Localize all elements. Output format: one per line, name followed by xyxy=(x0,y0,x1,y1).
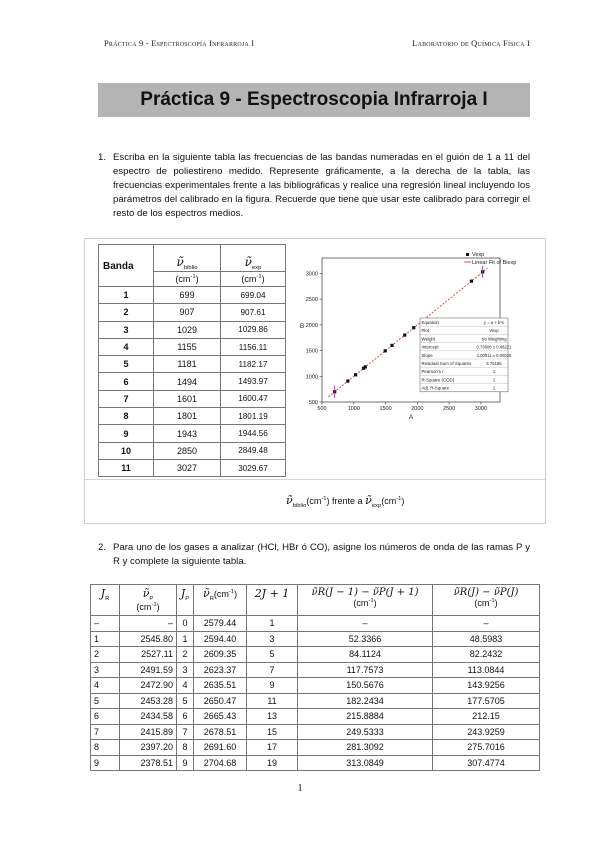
question-1 xyxy=(98,151,530,221)
cell-exp: 1182.17 xyxy=(221,356,286,373)
cell-2j-plus-1: 9 xyxy=(247,678,298,694)
header-exp: $\nũ_{exp}$ xyxy=(221,245,286,272)
cell-band: 11 xyxy=(99,459,154,476)
x-axis-label: A xyxy=(408,414,414,421)
legend-marker-points xyxy=(466,253,469,256)
cell-diff-1: 249.5333 xyxy=(298,724,433,740)
fit-table-value: 0.73006 ± 0.48221 xyxy=(476,344,512,350)
fit-table-label: Equation xyxy=(421,320,439,325)
calibration-row xyxy=(99,442,286,459)
cell-diff-2: 243.9259 xyxy=(433,724,540,740)
legend-label-fit: Linear Fit of Biexp xyxy=(472,260,517,266)
fit-table-value: Vexp xyxy=(489,328,499,334)
calibration-row xyxy=(99,425,286,442)
cell-nu-p: 2472.90 xyxy=(120,678,177,694)
cell-jp: 5 xyxy=(91,693,120,709)
running-header-right: Laboratorio de Química Física I xyxy=(412,38,530,48)
header-jp: $J_R$ xyxy=(91,585,120,616)
calibration-row xyxy=(99,356,286,373)
cell-jr: 9 xyxy=(177,755,194,771)
header-jr: $J_P$ xyxy=(177,585,194,616)
unit-exp: $(cm^{-1})$ xyxy=(221,272,286,287)
cell-nu-r: 2650.47 xyxy=(194,693,247,709)
fit-table-label: Adj. R-Square xyxy=(421,385,450,391)
calibration-table-header xyxy=(99,245,286,272)
y-tick-label: 2500 xyxy=(305,297,318,304)
cell-2j-plus-1: 1 xyxy=(247,616,298,632)
rotational-row xyxy=(91,709,540,725)
fit-table-label: Slope xyxy=(421,352,433,358)
rotational-row xyxy=(91,740,540,756)
cell-jr: 5 xyxy=(177,693,194,709)
cell-band: 3 xyxy=(99,321,154,338)
question-2 xyxy=(98,541,530,569)
cell-jr: 6 xyxy=(177,709,194,725)
header-diff-2: ν̃R(J) − ν̃P(J) $(cm^{-1})$ xyxy=(433,585,540,616)
cell-exp: 1801.19 xyxy=(221,408,286,425)
y-tick-label: 1500 xyxy=(305,348,318,355)
cell-diff-1: 84.1124 xyxy=(298,647,433,663)
cell-nu-r: 2579.44 xyxy=(194,616,247,632)
unit-biblio: $(cm^{-1})$ xyxy=(154,272,221,287)
cell-biblio: 2850 xyxy=(154,442,221,459)
cell-2j-plus-1: 11 xyxy=(247,693,298,709)
cell-diff-1: 52.3366 xyxy=(298,631,433,647)
cell-biblio: 907 xyxy=(154,304,221,321)
calibration-row xyxy=(99,390,286,407)
cell-jp: 8 xyxy=(91,740,120,756)
caption-symbol-2: ν̃ xyxy=(365,494,372,507)
cell-diff-2: 143.9256 xyxy=(433,678,540,694)
calibration-row xyxy=(99,408,286,425)
cell-nu-p: 2545.80 xyxy=(120,631,177,647)
question-1-text: Escriba en la siguiente tabla las frecuencias de las bandas numeradas en el guión de 1 a 11 del espectro de poliestireno medido. Represente gráficamente, a la derecha de la tabla, las frecuencias experimentales frente a las bibliográficas y realice una regresión lineal incluyendo los parámetros del calibrado en la figura. Recuerde que tiene que usar este calibrado para corregir el resto de los espectros medios. xyxy=(113,152,530,219)
cell-jp: 2 xyxy=(91,647,120,663)
cell-biblio: 699 xyxy=(154,287,221,304)
cell-nu-r: 2594.40 xyxy=(194,631,247,647)
y-tick-label: 3000 xyxy=(305,271,318,278)
data-point xyxy=(390,344,393,347)
figure-divider xyxy=(85,479,545,480)
y-tick-label: 1000 xyxy=(305,374,318,381)
cell-nu-r: 2665.43 xyxy=(194,709,247,725)
cell-exp: 699.04 xyxy=(221,287,286,304)
cell-2j-plus-1: 5 xyxy=(247,647,298,663)
cell-biblio: 1801 xyxy=(154,408,221,425)
x-tick-label: 500 xyxy=(317,406,327,412)
cell-biblio: 1494 xyxy=(154,373,221,390)
cell-nu-p: 2378.51 xyxy=(120,755,177,771)
cell-exp: 1493.97 xyxy=(221,373,286,390)
cell-jr: 2 xyxy=(177,647,194,663)
cell-diff-2: 307.4774 xyxy=(433,755,540,771)
calibration-row xyxy=(99,338,286,355)
y-axis-label: B xyxy=(299,323,305,330)
x-tick-label: 1000 xyxy=(347,406,360,412)
fit-table-value: 1.00011 ± 0.00026 xyxy=(476,352,512,358)
data-point xyxy=(346,379,349,382)
cell-diff-1: 150.5676 xyxy=(298,678,433,694)
rotational-row xyxy=(91,616,540,632)
cell-biblio: 1601 xyxy=(154,390,221,407)
cell-diff-1: 117.7573 xyxy=(298,662,433,678)
question-2-text: Para uno de los gases a analizar (HCl, HBr ó CO), asigne los números de onda de las ramas P y R y complete la siguiente tabla. xyxy=(113,542,530,567)
cell-exp: 1944.56 xyxy=(221,425,286,442)
cell-nu-p: 2434.58 xyxy=(120,709,177,725)
cell-nu-p: 2527.11 xyxy=(120,647,177,663)
header-biblio: $\nũ_{biblio}$ xyxy=(154,245,221,272)
cell-diff-1: 281.3092 xyxy=(298,740,433,756)
calibration-row xyxy=(99,304,286,321)
cell-band: 2 xyxy=(99,304,154,321)
cell-jr: 1 xyxy=(177,631,194,647)
rotational-row xyxy=(91,662,540,678)
cell-nu-p: 2491.59 xyxy=(120,662,177,678)
cell-biblio: 3027 xyxy=(154,459,221,476)
cell-jp: 3 xyxy=(91,662,120,678)
y-tick-label: 2000 xyxy=(305,322,318,329)
cell-exp: 907.61 xyxy=(221,304,286,321)
cell-jr: 8 xyxy=(177,740,194,756)
data-point xyxy=(354,373,357,376)
fit-table-label: Residual Sum of Squares xyxy=(421,361,472,366)
cell-nu-p: – xyxy=(120,616,177,632)
header-nu-r: $\nũ_R(cm^{-1})$ xyxy=(194,585,247,616)
running-header-left: Práctica 9 - Espectroscopía Infrarroja I xyxy=(104,38,255,48)
cell-nu-r: 2704.68 xyxy=(194,755,247,771)
calibration-row xyxy=(99,373,286,390)
cell-diff-2: 82.2432 xyxy=(433,647,540,663)
cell-band: 6 xyxy=(99,373,154,390)
cell-jp: 4 xyxy=(91,678,120,694)
rotational-row xyxy=(91,678,540,694)
caption-symbol-1: ν̃ xyxy=(286,494,293,507)
cell-diff-2: 177.5705 xyxy=(433,693,540,709)
cell-band: 4 xyxy=(99,338,154,355)
cell-exp: 1029.86 xyxy=(221,321,286,338)
calibration-chart xyxy=(296,246,546,424)
cell-jr: 7 xyxy=(177,724,194,740)
cell-diff-1: 215.8884 xyxy=(298,709,433,725)
data-point xyxy=(470,280,473,283)
cell-biblio: 1029 xyxy=(154,321,221,338)
rotational-row xyxy=(91,693,540,709)
fit-table-value: y = a + b*x xyxy=(483,320,505,325)
cell-band: 5 xyxy=(99,356,154,373)
cell-biblio: 1155 xyxy=(154,338,221,355)
page-title-band xyxy=(98,83,530,117)
header-nu-p: $\nũ_P$ $(cm^{-1})$ xyxy=(120,585,177,616)
cell-nu-r: 2678.51 xyxy=(194,724,247,740)
data-point xyxy=(384,349,387,352)
cell-2j-plus-1: 7 xyxy=(247,662,298,678)
fit-table-label: Weight xyxy=(421,336,436,342)
question-1-number: 1. xyxy=(98,152,107,163)
rotational-row xyxy=(91,755,540,771)
cell-jp: 7 xyxy=(91,724,120,740)
fit-table-label: Intercept xyxy=(421,344,439,350)
cell-nu-p: 2415.89 xyxy=(120,724,177,740)
rotational-row xyxy=(91,647,540,663)
cell-diff-2: 48.5983 xyxy=(433,631,540,647)
cell-diff-2: 275.7016 xyxy=(433,740,540,756)
fit-table-label: Plot xyxy=(421,328,430,334)
cell-nu-r: 2609.35 xyxy=(194,647,247,663)
cell-jr: 4 xyxy=(177,678,194,694)
x-tick-label: 2500 xyxy=(443,406,456,412)
fit-table-value: No Weighting xyxy=(481,336,507,342)
cell-biblio: 1943 xyxy=(154,425,221,442)
calibration-row xyxy=(99,459,286,476)
cell-jp: 6 xyxy=(91,709,120,725)
cell-jp: – xyxy=(91,616,120,632)
cell-nu-r: 2635.51 xyxy=(194,678,247,694)
fit-table-value: 5.76195 xyxy=(486,361,502,366)
cell-band: 8 xyxy=(99,408,154,425)
cell-2j-plus-1: 3 xyxy=(247,631,298,647)
cell-biblio: 1181 xyxy=(154,356,221,373)
cell-2j-plus-1: 15 xyxy=(247,724,298,740)
figure-caption: $\nũ_{biblio}(cm^{-1})$ frente a $\nũ_{exp}(cm^{-1})$ xyxy=(286,494,405,509)
cell-jr: 0 xyxy=(177,616,194,632)
page-title: Práctica 9 - Espectroscopia Infrarroja I xyxy=(140,89,488,110)
data-point xyxy=(364,365,367,368)
fit-table-value: 1 xyxy=(492,369,496,375)
x-tick-label: 3000 xyxy=(474,406,488,412)
y-tick-label: 500 xyxy=(308,400,318,406)
cell-2j-plus-1: 17 xyxy=(247,740,298,756)
cell-diff-2: 113.0844 xyxy=(433,662,540,678)
cell-diff-1: 182.2434 xyxy=(298,693,433,709)
cell-band: 10 xyxy=(99,442,154,459)
calibration-row xyxy=(99,321,286,338)
fit-table-value: 1 xyxy=(492,377,496,383)
header-2j-plus-1: 2J + 1 xyxy=(247,585,298,616)
cell-exp: 1600.47 xyxy=(221,390,286,407)
cell-jp: 9 xyxy=(91,755,120,771)
rotational-row xyxy=(91,631,540,647)
cell-diff-2: – xyxy=(433,616,540,632)
cell-band: 7 xyxy=(99,390,154,407)
cell-jp: 1 xyxy=(91,631,120,647)
fit-table-label: Pearson's r xyxy=(421,369,444,375)
cell-jr: 3 xyxy=(177,662,194,678)
fit-table-label: R-Square (COD) xyxy=(421,377,455,383)
header-band: Banda xyxy=(99,245,154,287)
cell-2j-plus-1: 19 xyxy=(247,755,298,771)
x-tick-label: 1500 xyxy=(379,406,392,412)
header-diff-1: ν̃R(J − 1) − ν̃P(J + 1) $(cm^{-1})$ xyxy=(298,585,433,616)
calibration-row xyxy=(99,287,286,304)
cell-nu-r: 2691.60 xyxy=(194,740,247,756)
cell-diff-1: 313.0849 xyxy=(298,755,433,771)
page-number: 1 xyxy=(297,783,303,794)
data-point xyxy=(403,333,406,336)
fit-table-value: 1 xyxy=(492,385,496,391)
rotational-table-header xyxy=(91,585,540,616)
calibration-table xyxy=(98,244,286,477)
cell-exp: 2849.48 xyxy=(221,442,286,459)
cell-nu-r: 2623.37 xyxy=(194,662,247,678)
cell-exp: 1156.11 xyxy=(221,338,286,355)
cell-band: 1 xyxy=(99,287,154,304)
data-point xyxy=(412,326,415,329)
question-2-number: 2. xyxy=(98,542,107,553)
cell-diff-1: – xyxy=(298,616,433,632)
cell-2j-plus-1: 13 xyxy=(247,709,298,725)
cell-exp: 3029.67 xyxy=(221,459,286,476)
cell-nu-p: 2397.20 xyxy=(120,740,177,756)
cell-nu-p: 2453.28 xyxy=(120,693,177,709)
rotational-table xyxy=(90,584,540,771)
cell-band: 9 xyxy=(99,425,154,442)
legend-label-points: Vexp xyxy=(472,252,485,258)
cell-diff-2: 212.15 xyxy=(433,709,540,725)
rotational-row xyxy=(91,724,540,740)
x-tick-label: 2000 xyxy=(411,406,424,412)
